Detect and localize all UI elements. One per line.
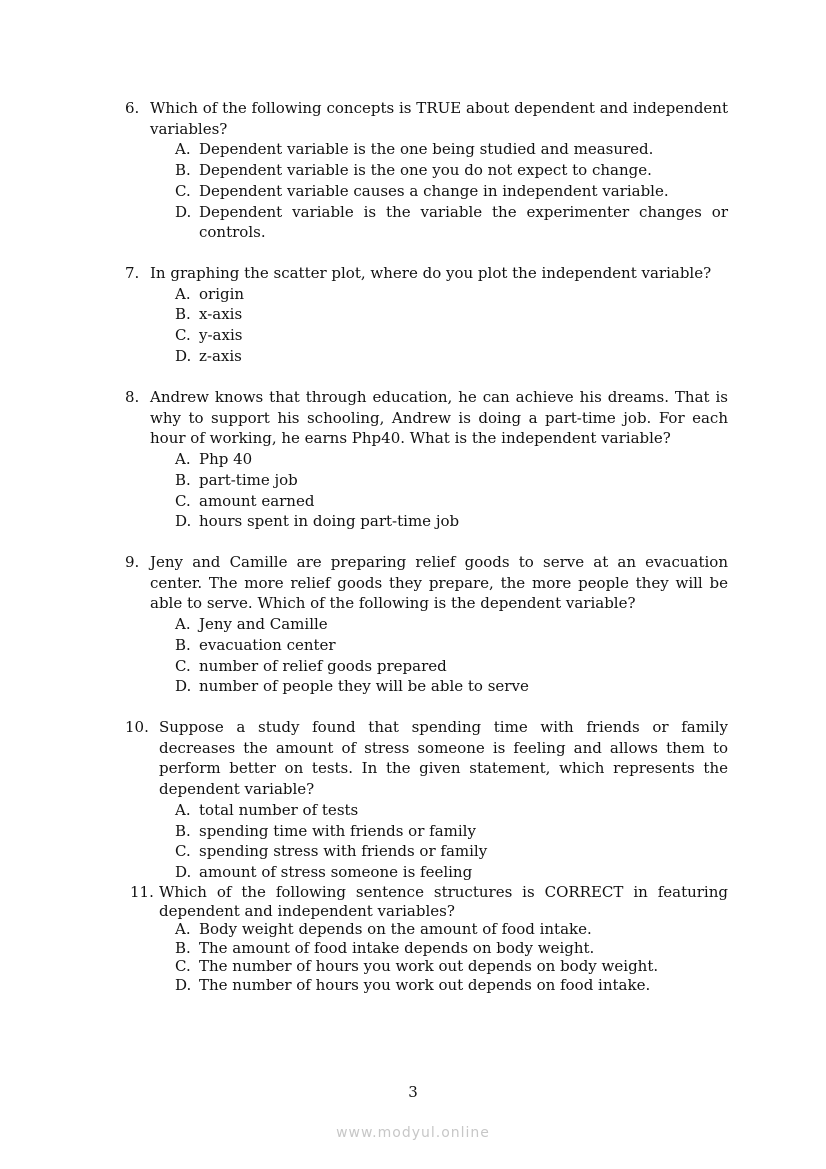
- option-d[interactable]: D. hours spent in doing part-time job: [175, 512, 460, 531]
- option-c[interactable]: C. The number of hours you work out depends on body weight.: [175, 957, 659, 975]
- option-b[interactable]: B. Dependent variable is the one you do not expect to change.: [175, 161, 652, 180]
- question-number: 8.: [125, 388, 140, 406]
- question-9: [125, 552, 728, 697]
- question-8: [125, 387, 728, 532]
- option-c[interactable]: C. spending stress with friends or family: [175, 842, 488, 861]
- option-a[interactable]: A. origin: [175, 284, 245, 303]
- option-d[interactable]: D. The number of hours you work out depends on food intake.: [175, 975, 651, 994]
- question-number: 10.: [125, 718, 149, 736]
- question-11: [130, 883, 728, 994]
- option-a[interactable]: A. total number of tests: [175, 800, 359, 819]
- question-number: 9.: [125, 553, 140, 571]
- question-number: 7.: [125, 264, 140, 282]
- question-text: Jeny and Camille are preparing relief goods to serve at an evacuation center. The more relief goods they prepare, the more people they will be able to serve. Which of the following is the dependent variable?: [150, 553, 728, 613]
- option-d[interactable]: D. z-axis: [175, 346, 242, 365]
- option-a[interactable]: A. Php 40: [175, 450, 253, 469]
- question-7: [125, 263, 728, 367]
- options-list: [175, 449, 728, 532]
- options-list: [175, 920, 728, 994]
- option-b[interactable]: B. x-axis: [175, 305, 243, 324]
- options-list: [175, 614, 728, 697]
- option-a[interactable]: A. Jeny and Camille: [175, 615, 328, 634]
- option-c[interactable]: C. number of relief goods prepared: [175, 656, 447, 675]
- question-number: 11.: [130, 883, 154, 901]
- options-list: [175, 284, 728, 367]
- option-b[interactable]: B. The amount of food intake depends on body weight.: [175, 938, 595, 957]
- question-text: Suppose a study found that spending time with friends or family decreases the amount of stress someone is feeling and allows them to perform better on tests. In the given statement, which represents the dependent variable?: [159, 718, 728, 799]
- options-list: [175, 800, 728, 883]
- option-a[interactable]: A. Dependent variable is the one being studied and measured.: [175, 140, 654, 159]
- question-text: Andrew knows that through education, he can achieve his dreams. That is why to support his schooling, Andrew is doing a part-time job. For each hour of working, he earns Php40. What is the independent variable?: [150, 388, 728, 448]
- options-list: [175, 139, 728, 243]
- watermark: www.modyul.online: [336, 1125, 490, 1141]
- question-number: 6.: [125, 99, 140, 117]
- option-a[interactable]: A. Body weight depends on the amount of food intake.: [175, 920, 592, 938]
- option-b[interactable]: B. spending time with friends or family: [175, 821, 476, 840]
- question-10: [125, 717, 728, 883]
- page-number: 3: [408, 1083, 418, 1101]
- question-text: Which of the following concepts is TRUE about dependent and independent variables?: [150, 99, 728, 138]
- option-c[interactable]: C. y-axis: [175, 326, 243, 345]
- option-d[interactable]: D. Dependent variable is the variable the experimenter changes or controls.: [175, 202, 728, 242]
- option-b[interactable]: B. part-time job: [175, 470, 298, 489]
- question-text: In graphing the scatter plot, where do you plot the independent variable?: [150, 264, 712, 282]
- option-c[interactable]: C. Dependent variable causes a change in independent variable.: [175, 181, 669, 200]
- option-b[interactable]: B. evacuation center: [175, 635, 336, 654]
- option-d[interactable]: D. number of people they will be able to serve: [175, 677, 529, 696]
- question-6: [125, 98, 728, 243]
- question-text: Which of the following sentence structures is CORRECT in featuring dependent and independent variables?: [159, 883, 728, 920]
- option-d[interactable]: D. amount of stress someone is feeling: [175, 862, 473, 881]
- option-c[interactable]: C. amount earned: [175, 491, 315, 510]
